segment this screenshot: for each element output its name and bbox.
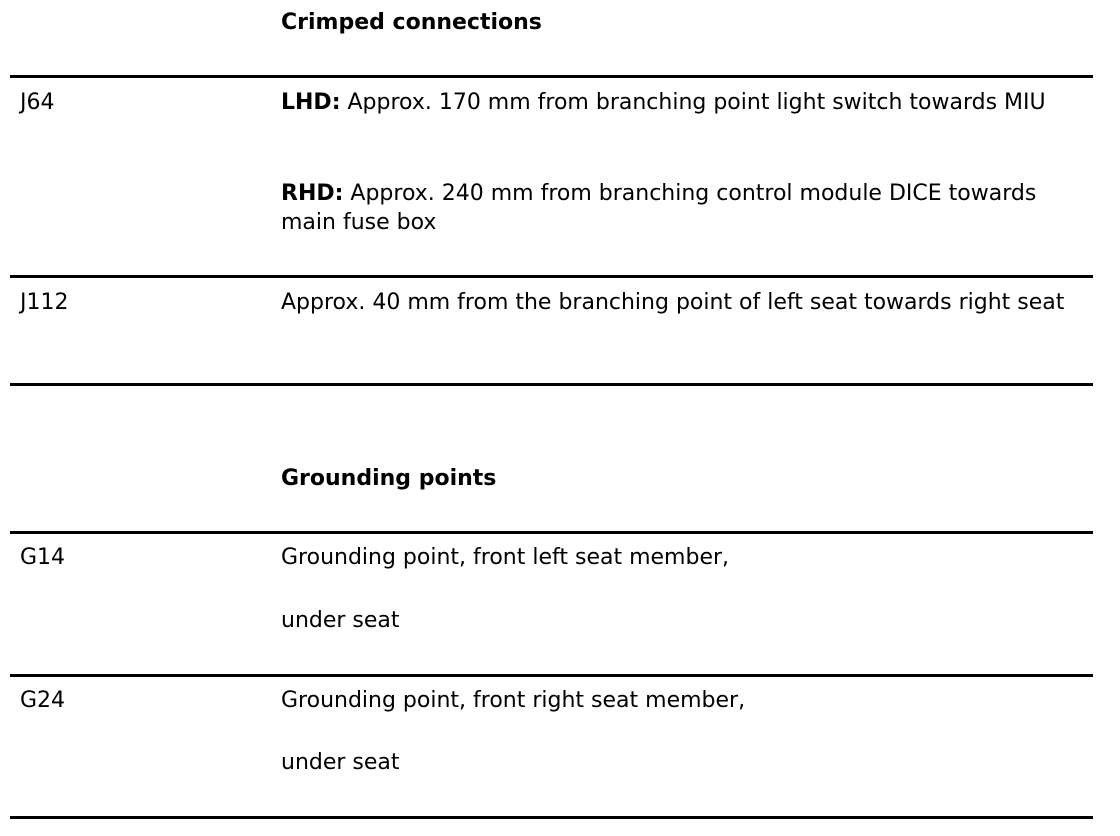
table-divider	[10, 275, 1093, 278]
row-id-g24: G24	[20, 688, 66, 713]
row-description-g24-line1: Grounding point, front right seat member,	[281, 688, 746, 713]
rhd-text: Approx. 240 mm from branching control module DICE towards main fuse box	[281, 181, 1037, 235]
section-title-crimped-connections: Crimped connections	[281, 10, 542, 35]
row-id-j112: J112	[20, 290, 69, 315]
row-description-g14-line2: under seat	[281, 608, 400, 633]
row-id-j64: J64	[20, 90, 55, 115]
section-title-grounding-points: Grounding points	[281, 466, 497, 491]
row-description-j64-lhd	[281, 88, 1081, 117]
row-id-g14: G14	[20, 545, 66, 570]
row-description-g24-line2: under seat	[281, 750, 400, 775]
lhd-prefix: LHD:	[281, 90, 341, 115]
table-divider	[10, 383, 1093, 386]
lhd-text: Approx. 170 mm from branching point light switch towards MIU	[340, 90, 1046, 115]
table-divider	[10, 531, 1093, 534]
row-description-g14-line1: Grounding point, front left seat member,	[281, 545, 730, 570]
table-divider	[10, 674, 1093, 677]
table-divider	[10, 75, 1093, 78]
row-description-j64-rhd	[281, 179, 1081, 237]
table-divider	[10, 816, 1093, 819]
row-description-j112: Approx. 40 mm from the branching point of left seat towards right seat	[281, 290, 1065, 315]
rhd-prefix: RHD:	[281, 181, 344, 206]
